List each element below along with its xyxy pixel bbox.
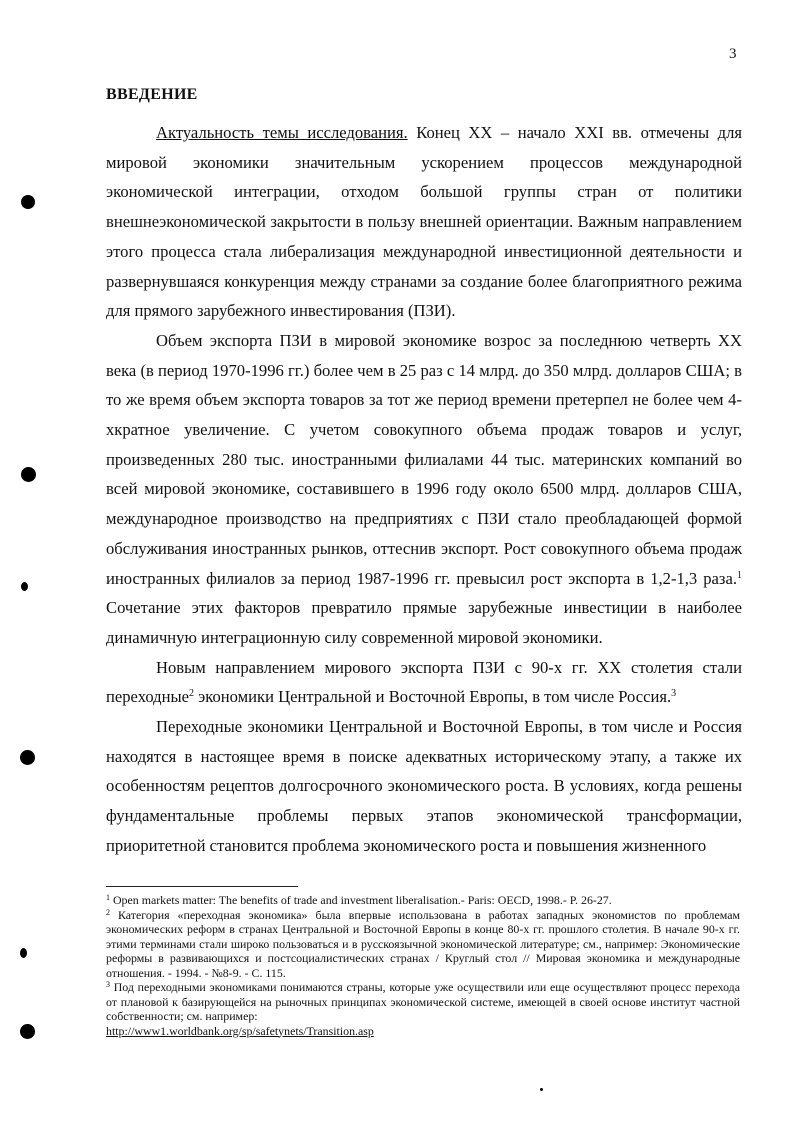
footnote-mark: 2	[106, 907, 110, 917]
paragraph-3	[106, 653, 742, 712]
paragraph-2	[106, 326, 742, 653]
binder-hole-1	[21, 195, 35, 209]
paragraph-2-text-b: Сочетание этих факторов превратило прямые зарубежные инвестиции в наиболее динамичную интеграционную силу современной мировой экономики.	[106, 598, 742, 647]
page-number: 3	[729, 46, 737, 62]
footnote-text: Категория «переходная экономика» была впервые использована в работах западных экономистов по проблемам экономических реформ в странах Центральной и Восточной Европы в конце 80-х гг. прошлого столетия. В начале 90-х гг. этими терминами стали широко пользоваться и в русскоязычной экономической литературе; см., например: Экономические реформы в развивающихся и постсоциалистических странах / Круглый стол // Мировая экономика и международные отношения. - 1994. - №8-9. - С. 115.	[106, 907, 740, 980]
binder-hole-3	[20, 750, 35, 765]
footnote-text: Open markets matter: The benefits of trade and investment liberalisation.- Paris: OECD, 1998.- P. 26-27.	[110, 893, 612, 907]
paragraph-4-text: Переходные экономики Центральной и Восточной Европы, в том числе и Россия находятся в настоящее время в поиске адекватных историческому этапу, а также их особенностям рецептов долгосрочного экономического роста. В условиях, когда решены фундаментальные проблемы первых этапов экономической трансформации, приоритетной становится проблема экономического роста и повышения жизненного	[106, 717, 742, 855]
scan-mark-2	[20, 948, 27, 958]
footnote-ref-2[interactable]: 2	[189, 688, 195, 700]
paragraph-4	[106, 712, 742, 861]
footnotes	[106, 893, 740, 1038]
footnote-text: Под переходными экономиками понимаются страны, которые уже осуществили или еще осуществляют процесс перехода от плановой к базирующейся на рыночных принципах экономической системе, имеющей в своей основе институт частной собственности; см. например:	[106, 980, 740, 1023]
paragraph-1	[106, 118, 742, 326]
scan-speck	[540, 1088, 543, 1091]
topic-relevance-lead: Актуальность темы исследования.	[156, 123, 408, 142]
paragraph-2-text-a: Объем экспорта ПЗИ в мировой экономике возрос за последнюю четверть XX века (в период 1970-1996 гг.) более чем в 25 раз с 14 млрд. до 350 млрд. долларов США; в то же время объем экспорта товаров за тот же период времени претерпел не более чем 4-хкратное увеличение. С учетом совокупного объема продаж товаров и услуг, произведенных 280 тыс. иностранными филиалами 44 тыс. материнских компаний во всей мировой экономике, составившего в 1996 году около 6500 млрд. долларов США, международное производство на предприятиях с ПЗИ стало преобладающей формой обслуживания иностранных рынков, оттеснив экспорт. Рост совокупного объема продаж иностранных филиалов за период 1987-1996 гг. превысил рост экспорта в 1,2-1,3 раза.	[106, 330, 742, 588]
binder-hole-2	[21, 467, 36, 482]
scan-mark-1	[21, 582, 28, 591]
footnote-2	[106, 908, 740, 981]
body-text	[106, 118, 742, 861]
footnote-link[interactable]: http://www1.worldbank.org/sp/safetynets/Transition.asp	[106, 1023, 374, 1038]
footnote-ref-3[interactable]: 3	[671, 688, 677, 700]
paragraph-1-text: Конец XX – начало XXI вв. отмечены для мировой экономики значительным ускорением процессов международной экономической интеграции, отходом большой группы стран от политики внешнеэкономической закрытости в пользу внешней ориентации. Важным направлением этого процесса стала либерализация международной инвестиционной деятельности и развернувшаяся конкуренция между странами за создание более благоприятного режима для прямого зарубежного инвестирования (ПЗИ).	[106, 123, 742, 321]
footnote-mark: 3	[106, 980, 110, 989]
footnote-mark: 1	[106, 893, 110, 902]
paragraph-3-text-b: экономики Центральной и Восточной Европы, в том числе Россия.	[194, 687, 672, 707]
footnote-ref-1[interactable]: 1	[737, 569, 742, 581]
paragraph-3-text-a: Новым направлением мирового экспорта ПЗИ с 90-х гг. XX столетия стали переходные	[106, 657, 742, 707]
section-heading: ВВЕДЕНИЕ	[106, 86, 198, 103]
footnote-3	[106, 980, 740, 1038]
footnote-1	[106, 893, 740, 908]
footnote-separator	[106, 886, 298, 887]
binder-hole-4	[20, 1024, 35, 1039]
